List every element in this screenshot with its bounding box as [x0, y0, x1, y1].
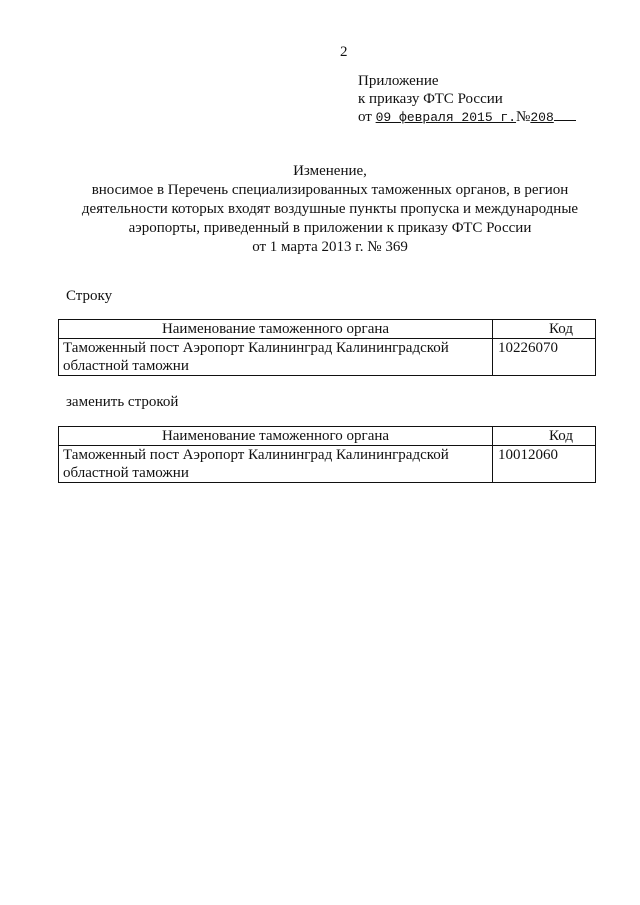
- table-header-row: [59, 320, 596, 339]
- row-name-cell: [59, 446, 493, 483]
- heading-line-2: вносимое в Перечень специализированных таможенных органов, в регион: [91, 182, 569, 198]
- heading-line-3: деятельности которых входят воздушные пункты пропуска и международные: [81, 201, 579, 217]
- replacement-row-table: [58, 426, 596, 483]
- row-name-line-1: Таможенный пост Аэропорт Калининград Калининградской: [63, 447, 449, 463]
- row-code-cell: 10226070: [493, 339, 596, 376]
- header-name: Наименование таможенного органа: [59, 320, 493, 339]
- table-row: [59, 339, 596, 376]
- label-replace-row: заменить строкой: [66, 394, 179, 410]
- row-name-line-1: Таможенный пост Аэропорт Калининград Калининградской: [63, 340, 449, 356]
- label-original-row: Строку: [66, 288, 113, 304]
- header-name: Наименование таможенного органа: [59, 427, 493, 446]
- heading-line-4: аэропорты, приведенный в приложении к приказу ФТС России: [128, 220, 532, 236]
- heading-line-5: от 1 марта 2013 г. № 369: [252, 239, 408, 255]
- document-heading: [60, 162, 600, 257]
- appendix-title: Приложение: [358, 73, 439, 89]
- appendix-block: [358, 72, 576, 127]
- header-code: Код: [493, 427, 596, 446]
- appendix-number: 208: [530, 110, 554, 125]
- row-name-line-2: областной таможни: [63, 465, 189, 481]
- row-name-line-2: областной таможни: [63, 358, 189, 374]
- original-row-table: [58, 319, 596, 376]
- appendix-date-number-line: [358, 108, 576, 127]
- heading-title: Изменение,: [293, 163, 367, 179]
- appendix-order-ref: к приказу ФТС России: [358, 91, 503, 107]
- table-row: [59, 446, 596, 483]
- header-code: Код: [493, 320, 596, 339]
- row-code-cell: 10012060: [493, 446, 596, 483]
- appendix-number-underline: [554, 108, 576, 121]
- table-header-row: [59, 427, 596, 446]
- appendix-number-sign: №: [516, 109, 531, 125]
- page-number: 2: [340, 44, 348, 60]
- row-name-cell: [59, 339, 493, 376]
- appendix-date-prefix: от: [358, 109, 372, 125]
- appendix-date: 09 февраля 2015 г.: [375, 110, 517, 125]
